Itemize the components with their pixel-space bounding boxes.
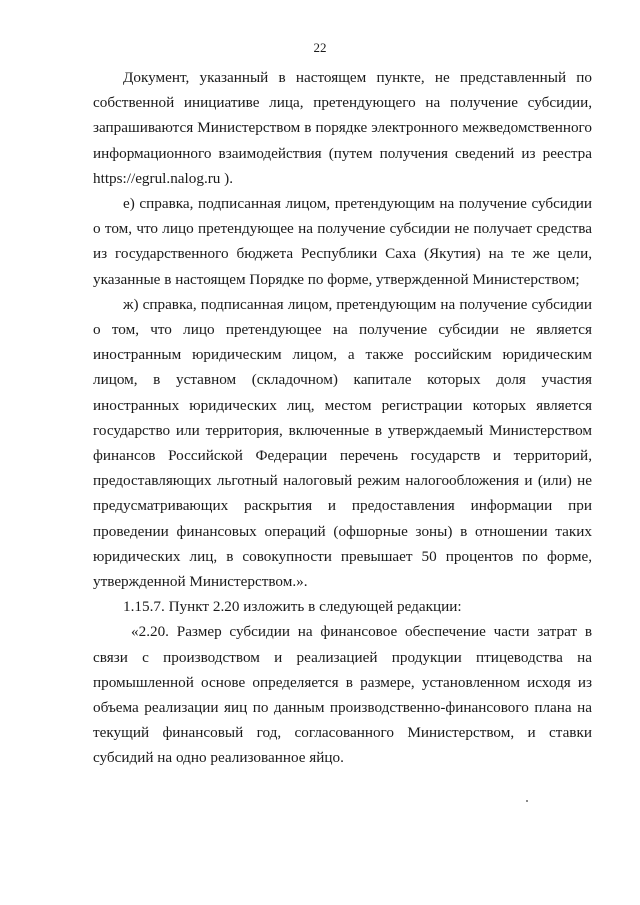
paragraph-documents-request: Документ, указанный в настоящем пункте, не представленный по собственной инициативе лица, претендующего на получение субсидии, запрашиваются Министерством в порядке электронного межведомственного информационного взаимодействия (путем получения сведений из реестра https://egrul.nalog.ru ). xyxy=(93,69,592,187)
document-body xyxy=(93,65,592,771)
scan-speck xyxy=(526,800,528,802)
paragraph-amendment-1-15-7: 1.15.7. Пункт 2.20 изложить в следующей редакции: xyxy=(123,598,462,616)
page-number: 22 xyxy=(313,40,327,55)
paragraph-clause-2-20: «2.20. Размер субсидии на финансовое обеспечение части затрат в связи с производством и реализацией продукции птицеводства на промышленной основе определяется в размере, установленном исходя из объема реализации яиц по данным производственно-финансового плана на текущий финансовый год, согласованного Министерством, и ставки субсидий на одно реализованное яйцо. xyxy=(93,623,592,767)
paragraph-item-zh: ж) справка, подписанная лицом, претендующим на получение субсидии о том, что лицо претендующее на получение субсидии не является иностранным юридическим лицом, а также российским юридическим лицом, в уставном (складочном) капитале которых доля участия иностранных юридических лиц, местом регистрации которых является государство или территория, включенные в утверждаемый Министерством финансов Российской Федерации перечень государств и территорий, предоставляющих льготный налоговый режим налогообложения и (или) не предусматривающих раскрытия и предоставления информации при проведении финансовых операций (офшорные зоны) в отношении таких юридических лиц, в совокупности превышает 50 процентов по форме, утвержденной Министерством.». xyxy=(93,295,592,591)
paragraph-item-e: е) справка, подписанная лицом, претендующим на получение субсидии о том, что лицо претендующее на получение субсидии не получает средства из государственного бюджета Республики Саха (Якутия) на те же цели, указанные в настоящем Порядке по форме, утвержденной Министерством; xyxy=(93,195,592,288)
